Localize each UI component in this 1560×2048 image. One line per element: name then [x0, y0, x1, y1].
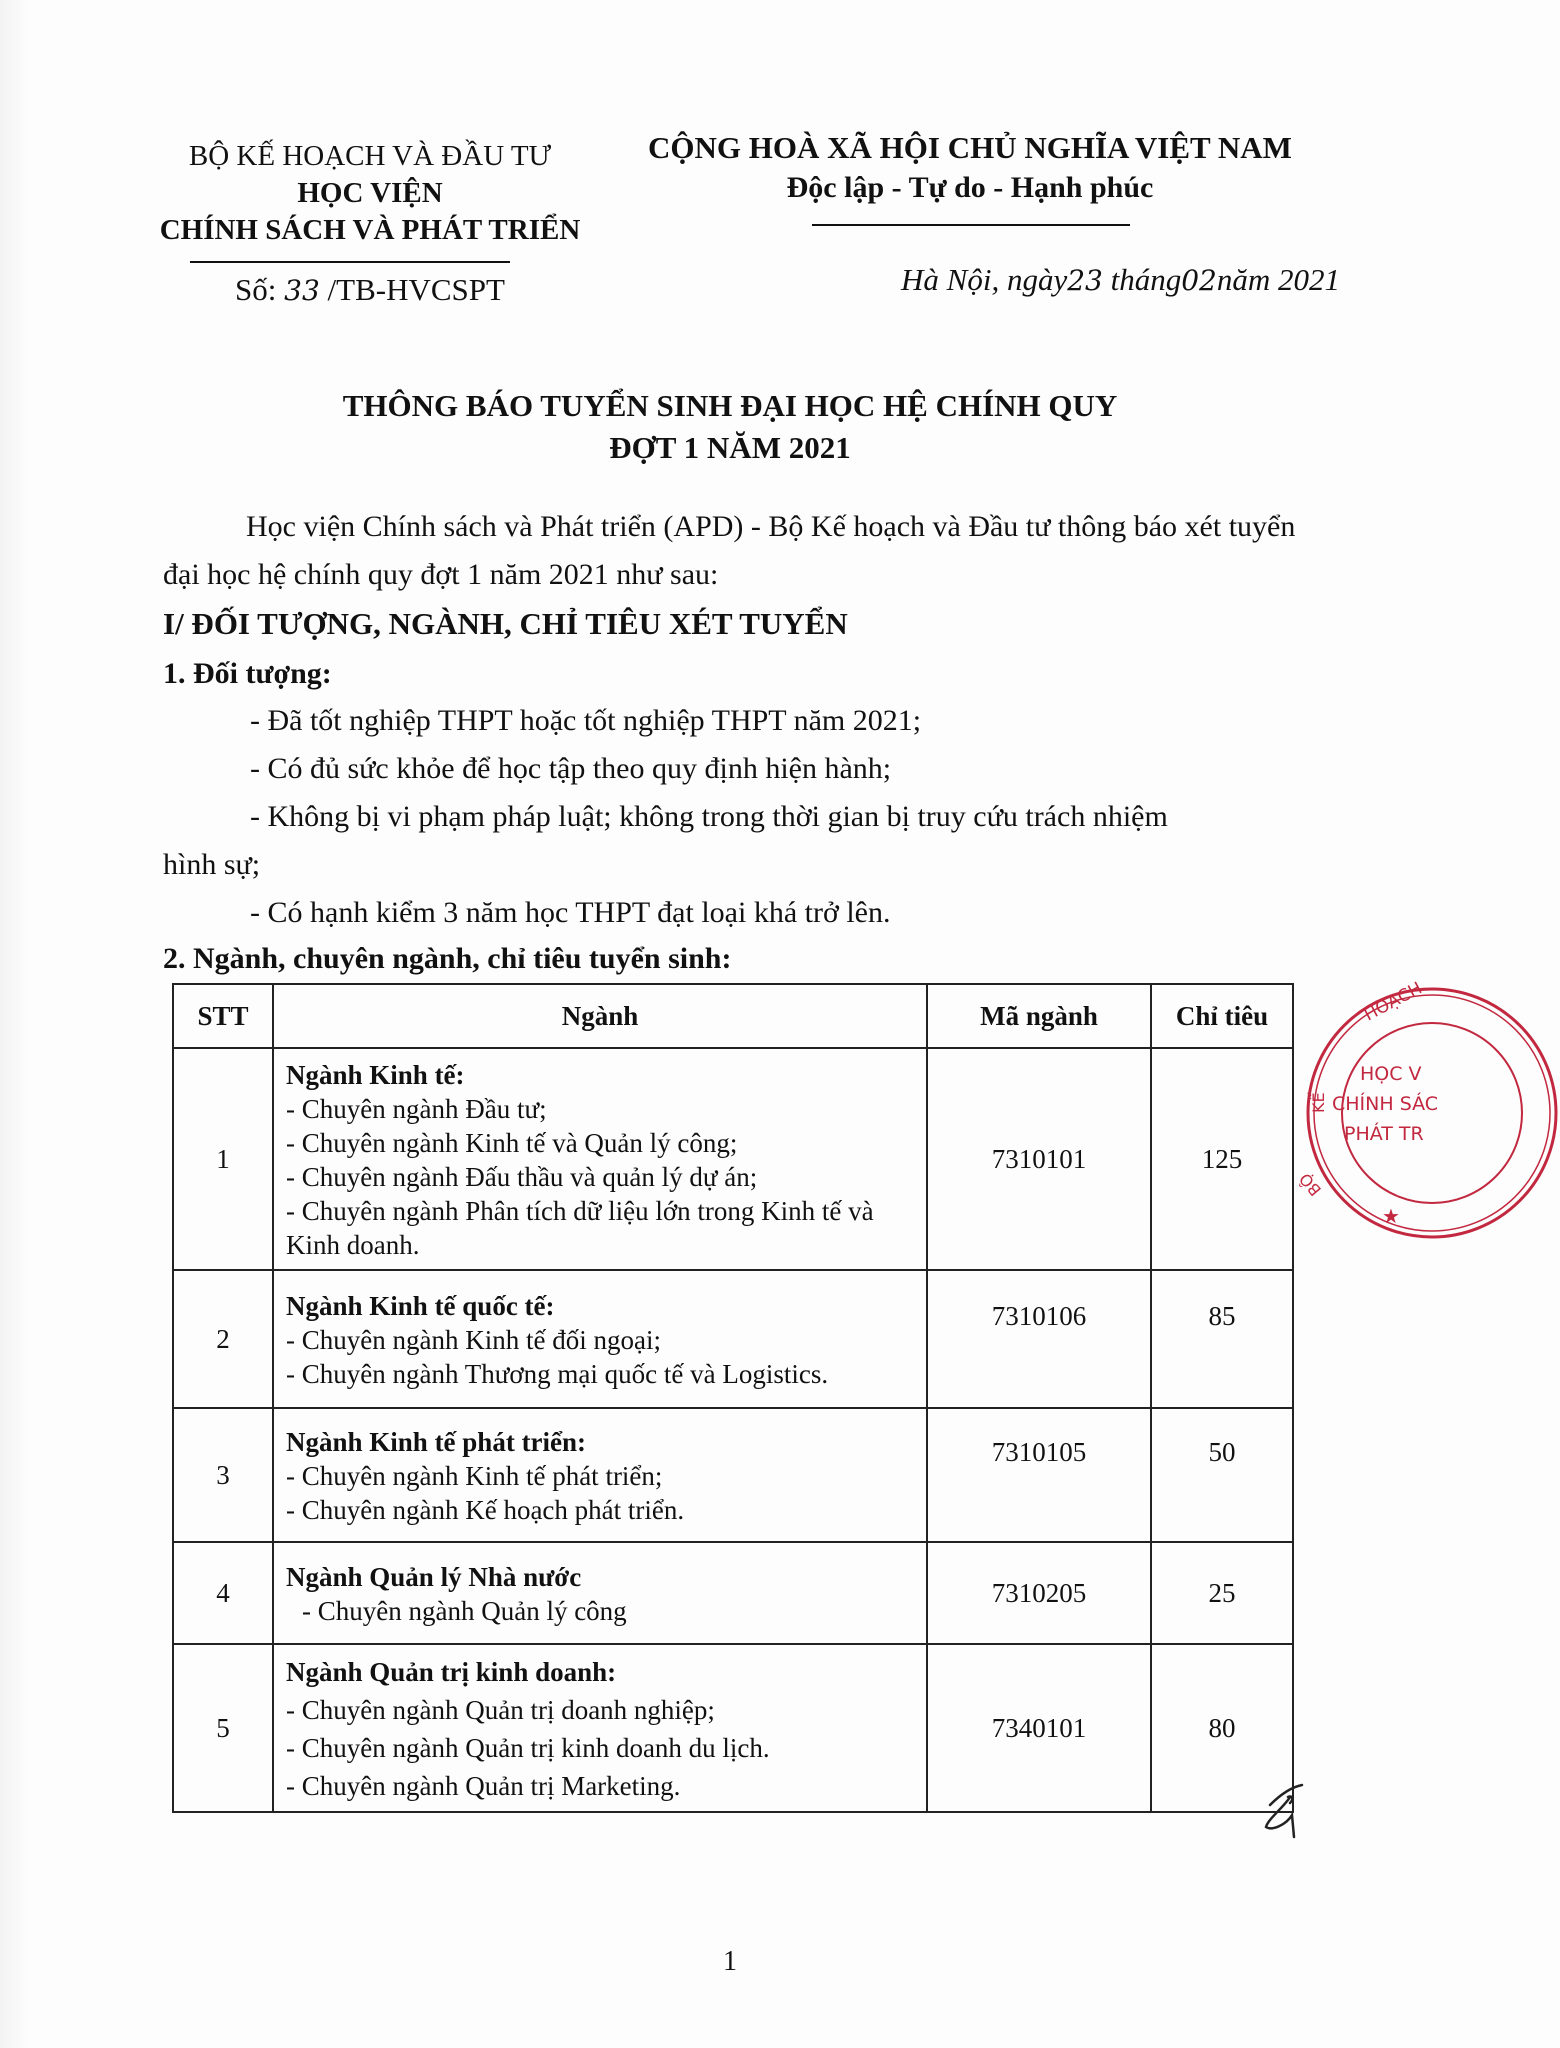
- date-month: 02: [1181, 264, 1217, 297]
- seal-icon: [1295, 978, 1560, 1255]
- row-major: [273, 1644, 927, 1812]
- seal-outer-text-ke: KẾ: [1309, 1092, 1328, 1113]
- specialization: - Chuyên ngành Quản trị Marketing.: [286, 1771, 681, 1801]
- specialization: - Chuyên ngành Phân tích dữ liệu lớn trong Kinh tế và Kinh doanh.: [286, 1196, 874, 1260]
- institute-name-line2: CHÍNH SÁCH VÀ PHÁT TRIỂN: [159, 214, 581, 246]
- major-title: Ngành Quản lý Nhà nước: [286, 1562, 582, 1592]
- seal-inner-line1: HỌC V: [1360, 1063, 1422, 1085]
- row-quota: 80: [1151, 1644, 1293, 1812]
- issuer-underline: [190, 261, 510, 263]
- document-number: [130, 272, 610, 308]
- number-suffix: /TB-HVCSPT: [327, 272, 505, 307]
- intro-paragraph: Học viện Chính sách và Phát triển (APD) - Bộ Kế hoạch và Đầu tư thông báo xét tuyển đại học hệ chính quy đợt 1 năm 2021 như sau:: [163, 510, 1296, 591]
- seal-outer-text-bo: BỘ: [1295, 1169, 1326, 1200]
- national-title: CỘNG HOÀ XÃ HỘI CHỦ NGHĨA VIỆT NAM: [648, 130, 1292, 165]
- subsection-heading-majors: 2. Ngành, chuyên ngành, chỉ tiêu tuyển sinh:: [163, 942, 732, 975]
- row-code: 7310106: [927, 1270, 1151, 1408]
- national-motto: Độc lập - Tự do - Hạnh phúc: [786, 171, 1154, 204]
- specialization: - Chuyên ngành Đấu thầu và quản lý dự án;: [286, 1162, 758, 1192]
- document-title: [180, 385, 1280, 469]
- col-header-code: Mã ngành: [927, 984, 1151, 1048]
- row-quota: 50: [1151, 1408, 1293, 1542]
- col-header-major: Ngành: [273, 984, 927, 1048]
- ministry-name: BỘ KẾ HOẠCH VÀ ĐẦU TƯ: [188, 140, 552, 172]
- specialization: - Chuyên ngành Quản trị kinh doanh du lịch.: [286, 1733, 770, 1763]
- table-row: [173, 1270, 1293, 1408]
- scan-edge-shadow: [0, 0, 30, 2048]
- table-row: [173, 1542, 1293, 1644]
- page-number: 1: [723, 1946, 737, 1977]
- initial-signature: [1262, 1775, 1322, 1845]
- motto-underline: [812, 224, 1130, 226]
- row-quota: 25: [1151, 1542, 1293, 1644]
- seal-inner-line3: PHÁT TR: [1344, 1123, 1424, 1145]
- table-row: [173, 1048, 1293, 1270]
- table-row: [173, 1408, 1293, 1542]
- major-title: Ngành Kinh tế quốc tế:: [286, 1291, 555, 1321]
- row-code: 7310101: [927, 1048, 1151, 1270]
- date-prefix: Hà Nội, ngày: [901, 262, 1068, 297]
- institute-name-line1: HỌC VIỆN: [297, 177, 443, 209]
- row-code: 7340101: [927, 1644, 1151, 1812]
- row-quota: 85: [1151, 1270, 1293, 1408]
- eligibility-item: - Không bị vi phạm pháp luật; không trong thời gian bị truy cứu trách nhiệm: [250, 800, 1168, 833]
- row-code: 7310105: [927, 1408, 1151, 1542]
- seal-inner-line2: CHÍNH SÁC: [1332, 1093, 1439, 1115]
- official-seal-stamp: [1295, 978, 1560, 1255]
- specialization: - Chuyên ngành Kinh tế phát triển;: [286, 1461, 663, 1491]
- seal-star-icon: ★: [1382, 1204, 1400, 1228]
- national-header: [625, 128, 1315, 208]
- title-line2: ĐỢT 1 NĂM 2021: [609, 430, 851, 465]
- row-stt: 1: [173, 1048, 273, 1270]
- specialization: - Chuyên ngành Kế hoạch phát triển.: [286, 1495, 685, 1525]
- specialization: - Chuyên ngành Thương mại quốc tế và Logistics.: [286, 1359, 829, 1389]
- specialization: - Chuyên ngành Quản lý công: [302, 1596, 627, 1626]
- row-stt: 3: [173, 1408, 273, 1542]
- major-title: Ngành Quản trị kinh doanh:: [286, 1657, 617, 1687]
- major-title: Ngành Kinh tế phát triển:: [286, 1427, 587, 1457]
- row-code: 7310205: [927, 1542, 1151, 1644]
- eligibility-item: - Đã tốt nghiệp THPT hoặc tốt nghiệp THPT năm 2021;: [250, 704, 922, 737]
- table-row: [173, 1644, 1293, 1812]
- row-major: [273, 1270, 927, 1408]
- date-year: năm 2021: [1216, 262, 1340, 297]
- specialization: - Chuyên ngành Kinh tế đối ngoại;: [286, 1325, 661, 1355]
- specialization: - Chuyên ngành Đầu tư;: [286, 1094, 547, 1124]
- row-major: [273, 1542, 927, 1644]
- eligibility-list: [163, 697, 1303, 937]
- row-stt: 2: [173, 1270, 273, 1408]
- row-stt: 4: [173, 1542, 273, 1644]
- row-major: [273, 1408, 927, 1542]
- number-prefix: Số:: [235, 272, 277, 307]
- row-major: [273, 1048, 927, 1270]
- col-header-quota: Chỉ tiêu: [1151, 984, 1293, 1048]
- issuer-header: [130, 138, 610, 249]
- title-line1: THÔNG BÁO TUYỂN SINH ĐẠI HỌC HỆ CHÍNH QUY: [342, 388, 1118, 423]
- specialization: - Chuyên ngành Quản trị doanh nghiệp;: [286, 1695, 715, 1725]
- col-header-stt: STT: [173, 984, 273, 1048]
- table-header-row: [173, 984, 1293, 1048]
- specialization: - Chuyên ngành Kinh tế và Quản lý công;: [286, 1128, 738, 1158]
- date-day: 23: [1067, 264, 1103, 297]
- issue-date: [780, 262, 1340, 298]
- section-heading: I/ ĐỐI TƯỢNG, NGÀNH, CHỈ TIÊU XÉT TUYỂN: [163, 606, 848, 641]
- subsection-heading-eligibility: 1. Đối tượng:: [163, 657, 332, 690]
- eligibility-item: - Có đủ sức khỏe để học tập theo quy định hiện hành;: [250, 752, 892, 785]
- majors-quota-table: [172, 983, 1294, 1813]
- row-stt: 5: [173, 1644, 273, 1812]
- row-quota: 125: [1151, 1048, 1293, 1270]
- major-title: Ngành Kinh tế:: [286, 1060, 465, 1090]
- eligibility-item-continuation: hình sự;: [163, 848, 261, 881]
- eligibility-item: - Có hạnh kiểm 3 năm học THPT đạt loại khá trở lên.: [250, 896, 891, 929]
- seal-outer-text: HOẠCH: [1360, 978, 1426, 1026]
- number-handwritten: 33: [284, 274, 320, 307]
- date-month-label: tháng: [1110, 262, 1182, 297]
